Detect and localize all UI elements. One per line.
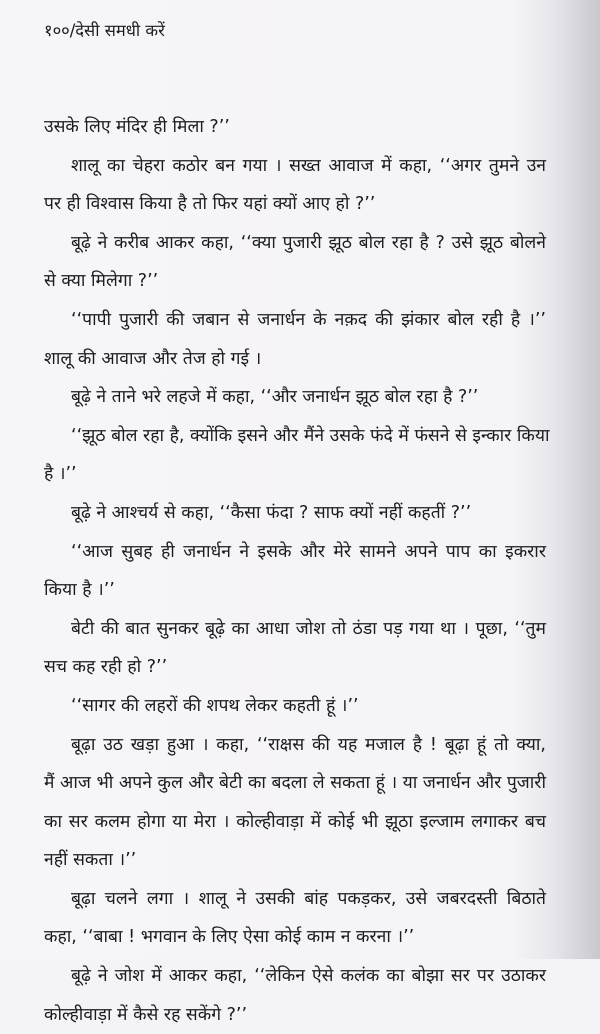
text-line: बूढ़े ने आश्चर्य से कहा, ‘‘कैसा फंदा ? साफ क्यों नहीं कहतीं ?’’ <box>71 502 472 523</box>
text-line: बूढ़े ने करीब आकर कहा, ‘‘क्या पुजारी झूठ बोल रहा है ? उसे झूठ बोलने <box>71 232 546 253</box>
text-line: उसके लिए मंदिर ही मिला ?’’ <box>44 117 230 137</box>
text-line: सच कह रही हो ?’’ <box>44 657 168 678</box>
text-line: बूढ़ा उठ खड़ा हुआ । कहा, ‘‘राक्षस की यह मजाल है ! बूढ़ा हूं तो क्या, <box>71 734 546 755</box>
text-line: का सर कलम होगा या मेरा । कोल्हीवाड़ा में कोई भी झूठा इल्जाम लगाकर बच <box>44 811 546 832</box>
text-line: मैं आज भी अपने कुल और बेटी का बदला ले सकता हूं । या जनार्धन और पुजारी <box>44 773 546 794</box>
text-line: कहा, ‘‘बाबा ! भगवान के लिए ऐसा कोई काम न करना ।’’ <box>44 927 415 948</box>
text-line: कोल्हीवाड़ा में कैसे रह सकेंगे ?’’ <box>44 1004 248 1025</box>
text-line: है ।’’ <box>44 464 77 485</box>
text-line: ‘‘पापी पुजारी की जबान से जनार्धन के नक़द की झंकार बोल रही है ।’’ <box>71 309 546 330</box>
text-line: ‘‘झूठ बोल रहा है, क्योंकि इसने और मैंने उसके फंदे में फंसने से इन्कार किया <box>71 425 550 446</box>
text-line: शालू का चेहरा कठोर बन गया । सख्त आवाज में कहा, ‘‘अगर तुमने उन <box>71 155 546 176</box>
page-body <box>44 108 550 1034</box>
running-header: १००/देसी समधी करें <box>44 21 165 40</box>
text-line: बूढ़े ने ताने भरे लहजे में कहा, ‘‘और जनार्धन झूठ बोल रहा है ?’’ <box>71 387 479 408</box>
text-line: बूढ़ा चलने लगा । शालू ने उसकी बांह पकड़कर, उसे जबरदस्ती बिठाते <box>71 888 546 909</box>
text-line: ‘‘सागर की लहरों की शपथ लेकर कहती हूं ।’’ <box>71 695 359 716</box>
text-line: से क्या मिलेगा ?’’ <box>44 271 159 292</box>
text-line: शालू की आवाज और तेज हो गई । <box>44 348 262 369</box>
text-line: पर ही विश्वास किया है तो फिर यहां क्यों आए हो ?’’ <box>44 194 376 215</box>
text-line: नहीं सकता ।’’ <box>44 850 137 871</box>
text-line: ‘‘आज सुबह ही जनार्धन ने इसके और मेरे सामने अपने पाप का इकरार <box>71 541 546 562</box>
text-line: बूढ़े ने जोश में आकर कहा, ‘‘लेकिन ऐसे कलंक का बोझा सर पर उठाकर <box>71 966 546 987</box>
text-line: किया है ।’’ <box>44 580 115 601</box>
text-line: बेटी की बात सुनकर बूढ़े का आधा जोश तो ठंडा पड़ गया था । पूछा, ‘‘तुम <box>71 618 546 639</box>
